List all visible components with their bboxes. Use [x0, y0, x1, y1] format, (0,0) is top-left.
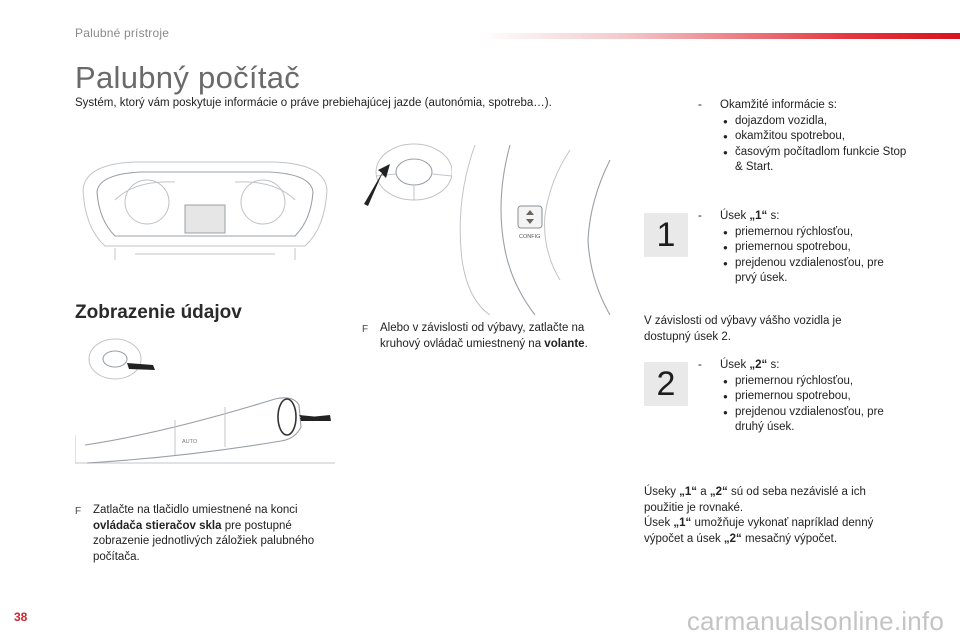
instruction-marker: F [362, 324, 369, 335]
watermark: carmanualsonline.info [686, 606, 944, 636]
list-item: ● priemernou rýchlosťou, [723, 225, 908, 241]
trip-2-block: - Úsek „2“ s: ● priemernou rýchlosťou, ● priemernou spotrebou, ● prejdenou vzdialenosťou, pre druhý úsek. [698, 358, 908, 436]
list-item: ● okamžitou spotrebou, [723, 129, 908, 145]
trip-1-block: - Úsek „1“ s: ● priemernou rýchlosťou, ● priemernou spotrebou, ● prejdenou vzdialenosťou, pre prvý úsek. [698, 209, 908, 287]
instruction-text: Alebo v závislosti od výbavy, zatlačte na kruhový ovládač umiestnený na [380, 322, 585, 350]
page-number: 38 [14, 610, 28, 624]
list-item: ● dojazdom vozidla, [723, 114, 908, 130]
list-item: ● priemernou rýchlosťou, [723, 374, 908, 390]
instruction-wiper-button: F Zatlačte na tlačidlo umiestnené na konci ovládača stieračov skla pre postupné zobrazenie jednotlivých záložiek palubného počítača. [75, 503, 335, 565]
instruction-marker: F [75, 506, 82, 517]
config-label: CONFIG [519, 234, 541, 240]
auto-label: AUTO [182, 439, 198, 445]
page-title: Palubný počítač [75, 60, 301, 95]
steering-control-closeup-illustration [450, 140, 625, 315]
instruction-steering-control: F Alebo v závislosti od výbavy, zatlačte na kruhový ovládač umiestnený na volante. [362, 321, 612, 352]
intro-text: Systém, ktorý vám poskytuje informácie o práve prebiehajúcej jazde (autonómia, spotreba…). [75, 97, 552, 109]
closing-line-1: Úseky „1“ a „2“ sú od seba nezávislé a ich použitie je rovnaké. [644, 486, 866, 514]
list-item: ● prejdenou vzdialenosťou, pre prvý úsek. [723, 256, 908, 287]
trip-2-list [698, 374, 908, 436]
list-item: ● priemernou spotrebou, [723, 240, 908, 256]
trip-1-icon: 1 [644, 213, 688, 257]
list-item: ● časovým počítadlom funkcie Stop & Start. [723, 145, 908, 176]
closing-line-2: Úsek „1“ umožňuje vykonať napríklad denný výpočet a úsek „2“ mesačný výpočet. [644, 517, 874, 545]
list-item: ● prejdenou vzdialenosťou, pre druhý úsek. [723, 405, 908, 436]
trip-2-availability-note: V závislosti od výbavy vášho vozidla je dostupný úsek 2. [644, 315, 842, 343]
closing-text [644, 485, 904, 547]
steering-wheel-thumb-illustration [362, 140, 452, 215]
instant-info-block: - Okamžité informácie s: ● dojazdom vozidla, ● okamžitou spotrebou, ● časovým počítadlom funkcie Stop & Start. [698, 98, 908, 176]
instruction-text: Zatlačte na tlačidlo umiestnené na konci [93, 504, 298, 516]
wiper-stalk-illustration [75, 335, 335, 470]
trip-2-icon: 2 [644, 362, 688, 406]
instant-info-list [698, 114, 908, 176]
list-item: ● priemernou spotrebou, [723, 389, 908, 405]
instruction-emphasis: volante [544, 337, 585, 350]
running-head: Palubné prístroje [75, 26, 170, 40]
trip-1-list [698, 225, 908, 287]
instrument-panel-illustration [75, 150, 335, 270]
section-title: Zobrazenie údajov [75, 302, 242, 323]
instruction-emphasis: ovládača stieračov skla [93, 519, 222, 532]
instant-info-heading: Okamžité informácie s: [720, 99, 837, 111]
header-accent-line [480, 33, 960, 39]
